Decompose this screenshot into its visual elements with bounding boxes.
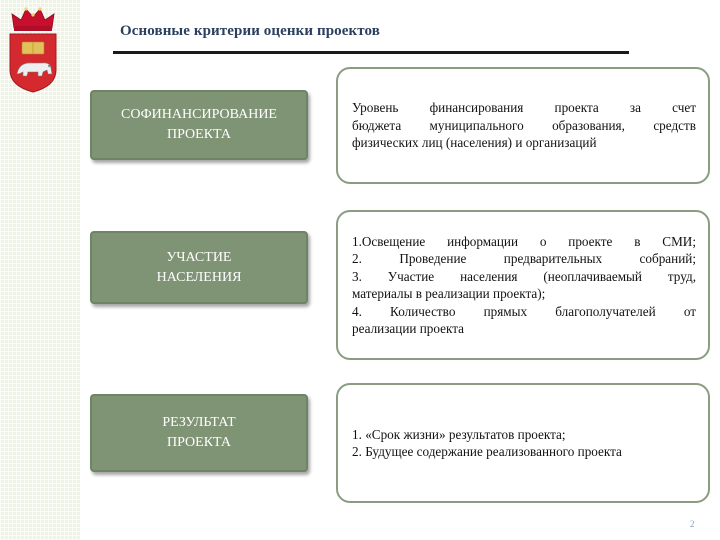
description-line: реализации проекта <box>352 321 465 336</box>
description-line: физических лиц (населения) и организаций <box>352 135 597 151</box>
criterion-result-description <box>336 383 710 503</box>
description-line: 1.Освещение информации о проекте в СМИ; <box>352 233 696 249</box>
description-line: 2. Будущее содержание реализованного проекта <box>352 444 622 459</box>
criterion-result-box <box>90 394 308 472</box>
page-number: 2 <box>690 519 695 529</box>
description-line: Уровень финансирования проекта за счет <box>352 100 696 116</box>
criterion-cofinancing-description <box>336 67 710 184</box>
criterion-cofinancing-box <box>90 90 308 160</box>
description-line: 1. «Срок жизни» результатов проекта; <box>352 426 566 442</box>
description-line: бюджета муниципального образования, средств <box>352 117 696 133</box>
description-line: 3. Участие населения (неоплачиваемый труд, <box>352 268 696 284</box>
description-line: 4. Количество прямых благополучателей от <box>352 303 696 319</box>
criterion-participation-box <box>90 231 308 304</box>
criterion-participation-description <box>336 210 710 360</box>
criterion-label: СОФИНАНСИРОВАНИЕ ПРОЕКТА <box>121 107 277 142</box>
criterion-label: УЧАСТИЕ НАСЕЛЕНИЯ <box>156 249 242 285</box>
criterion-label: РЕЗУЛЬТАТ ПРОЕКТА <box>162 415 236 450</box>
slide-title: Основные критерии оценки проектов <box>120 23 380 39</box>
description-line: материалы в реализации проекта); <box>352 286 546 301</box>
title-underline <box>113 51 629 54</box>
coat-of-arms-icon <box>4 4 62 96</box>
description-line: 2. Проведение предварительных собраний; <box>352 251 696 266</box>
